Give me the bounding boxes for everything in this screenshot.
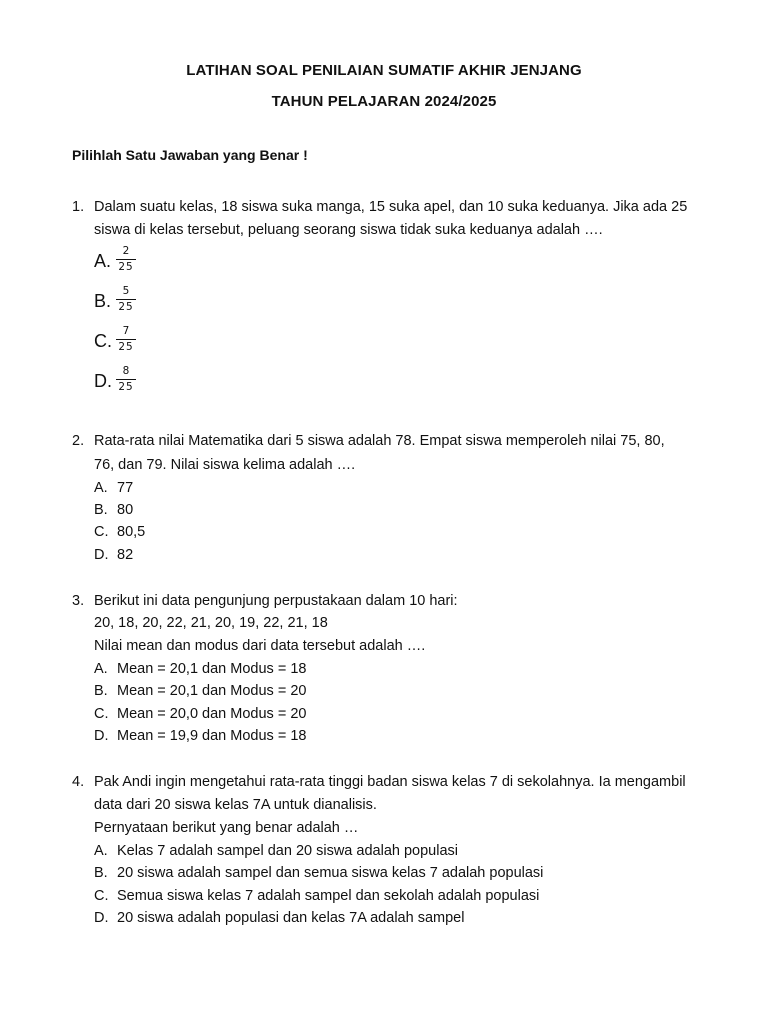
fraction: [116, 325, 136, 353]
option-text: Mean = 20,0 dan Modus = 20: [117, 706, 307, 722]
question-text-line: Berikut ini data pengunjung perpustakaan dalam 10 hari:: [94, 593, 458, 609]
fraction-numerator: 2: [122, 245, 130, 257]
instruction-text: Pilihlah Satu Jawaban yang Benar !: [72, 147, 308, 163]
question-text-line: Pak Andi ingin mengetahui rata-rata tinggi badan siswa kelas 7 di sekolahnya. Ia mengambil: [94, 774, 686, 790]
fraction-bar: [116, 259, 136, 260]
option-letter: A.: [94, 843, 108, 859]
option-letter: B.: [94, 683, 108, 699]
option-text: 77: [117, 480, 134, 496]
fraction-denominator: 25: [118, 341, 134, 353]
document-subtitle: TAHUN PELAJARAN 2024/2025: [271, 93, 497, 110]
question-number: 4.: [72, 774, 85, 790]
fraction-numerator: 8: [122, 365, 130, 377]
fraction-numerator: 7: [122, 325, 130, 337]
option-text: Mean = 20,1 dan Modus = 20: [117, 683, 307, 699]
option-letter: D.: [94, 910, 109, 926]
option-text: Kelas 7 adalah sampel dan 20 siswa adalah populasi: [117, 843, 458, 859]
option-letter: D.: [94, 371, 112, 391]
option-letter: C.: [94, 706, 109, 722]
question-text-line: 76, dan 79. Nilai siswa kelima adalah ….: [94, 457, 356, 473]
fraction: [116, 245, 136, 273]
option-text: 20 siswa adalah sampel dan semua siswa kelas 7 adalah populasi: [117, 865, 544, 881]
option-letter: A.: [94, 480, 108, 496]
question-text-line: Dalam suatu kelas, 18 siswa suka manga, 15 suka apel, dan 10 suka keduanya. Jika ada 25: [94, 199, 688, 215]
document-title: LATIHAN SOAL PENILAIAN SUMATIF AKHIR JENJANG: [186, 62, 582, 79]
option-text: Mean = 19,9 dan Modus = 18: [117, 728, 307, 744]
fraction: [116, 365, 136, 393]
fraction-denominator: 25: [118, 381, 134, 393]
option-letter: B.: [94, 865, 108, 881]
question-text-line: data dari 20 siswa kelas 7A untuk dianalisis.: [94, 797, 377, 813]
question-number: 2.: [72, 433, 85, 449]
question-number: 3.: [72, 593, 85, 609]
option-letter: D.: [94, 547, 109, 563]
fraction-bar: [116, 299, 136, 300]
option-text: Mean = 20,1 dan Modus = 18: [117, 661, 307, 677]
question-text-line: 20, 18, 20, 22, 21, 20, 19, 22, 21, 18: [94, 615, 328, 631]
option-letter: B.: [94, 291, 112, 311]
fraction: [116, 285, 136, 313]
option-letter: A.: [94, 251, 112, 271]
option-letter: C.: [94, 888, 109, 904]
fraction-bar: [116, 379, 136, 380]
option-letter: D.: [94, 728, 109, 744]
question-number: 1.: [72, 199, 85, 215]
option-letter: C.: [94, 331, 112, 351]
question-text-line: siswa di kelas tersebut, peluang seorang siswa tidak suka keduanya adalah ….: [94, 222, 603, 238]
option-letter: A.: [94, 661, 108, 677]
option-text: 20 siswa adalah populasi dan kelas 7A adalah sampel: [117, 910, 465, 926]
option-text: 80,5: [117, 524, 146, 540]
fraction-denominator: 25: [118, 301, 134, 313]
option-letter: C.: [94, 524, 109, 540]
fraction-numerator: 5: [122, 285, 130, 297]
option-letter: B.: [94, 502, 108, 518]
option-text: Semua siswa kelas 7 adalah sampel dan sekolah adalah populasi: [117, 888, 540, 904]
option-text: 82: [117, 547, 134, 563]
fraction-bar: [116, 339, 136, 340]
question-text-line: Pernyataan berikut yang benar adalah …: [94, 820, 359, 836]
fraction-denominator: 25: [118, 261, 134, 273]
question-text-line: Nilai mean dan modus dari data tersebut adalah ….: [94, 638, 426, 654]
option-text: 80: [117, 502, 134, 518]
question-text-line: Rata-rata nilai Matematika dari 5 siswa adalah 78. Empat siswa memperoleh nilai 75, 80,: [94, 433, 665, 449]
